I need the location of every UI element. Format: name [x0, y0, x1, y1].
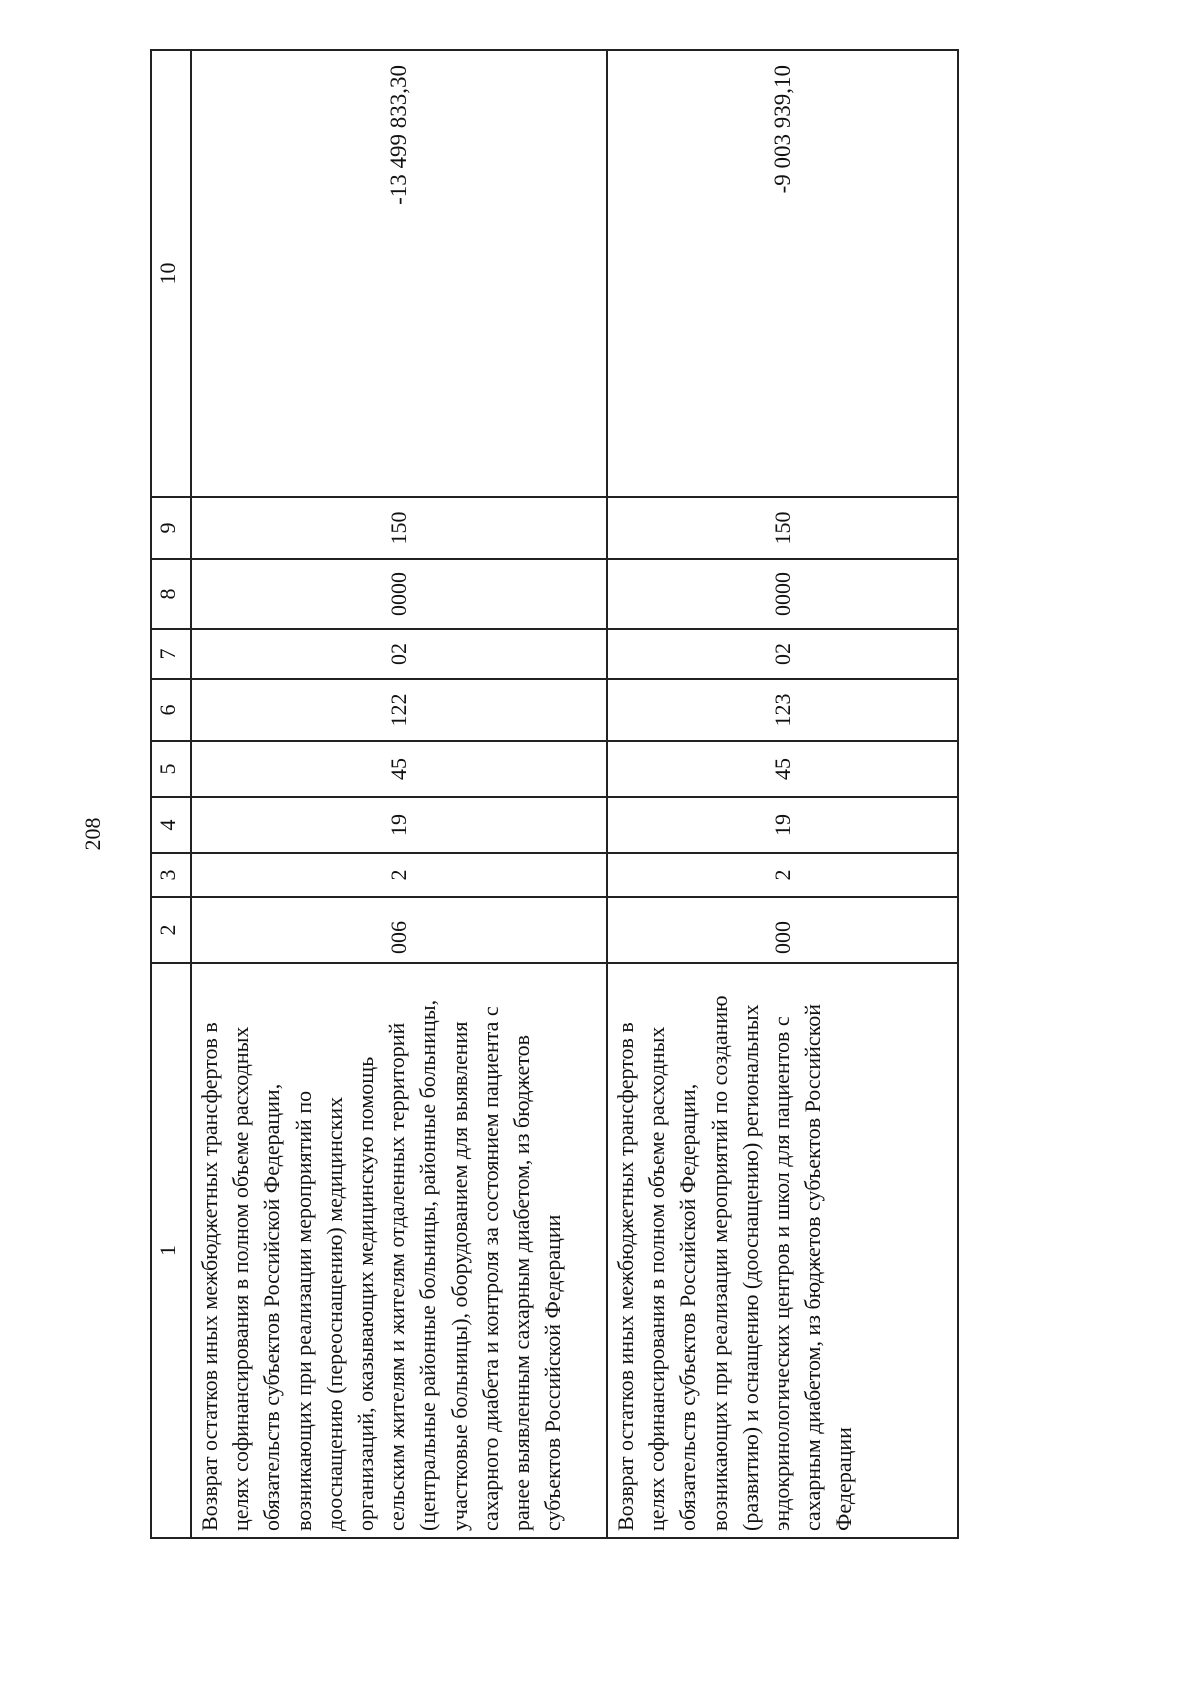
code-cell: 2	[191, 853, 607, 897]
code-cell: 19	[191, 797, 607, 853]
code-cell: 0000	[191, 559, 607, 629]
code-cell: 19	[607, 797, 958, 853]
header-cell: 4	[151, 797, 191, 853]
code-cell: 150	[607, 497, 958, 559]
row-description: Возврат остатков иных межбюджетных трансфертов в целях софинансирования в полном объеме расходных обязательств субъектов Российской Федерации, возникающих при реализации мероприятий по созданию (развитию) и оснащению (дооснащению) региональных эндокринологических центров и школ для пациентов с сахарным диабетом, из бюджетов субъектов Российской Федерации	[607, 963, 958, 1538]
row-description: Возврат остатков иных межбюджетных трансфертов в целях софинансирования в полном объеме расходных обязательств субъектов Российской Федерации, возникающих при реализации мероприятий по дооснащению (переоснащению) медицинских организаций, оказывающих медицинскую помощь сельским жителям и жителям отдаленных территорий (центральные районные больницы, районные больницы, участковые больницы), оборудованием для выявления сахарного диабета и контроля за состоянием пациента с ранее выявленным сахарным диабетом, из бюджетов субъектов Российской Федерации	[191, 963, 607, 1538]
header-cell: 9	[151, 497, 191, 559]
code-cell: 02	[191, 629, 607, 679]
header-cell: 1	[151, 963, 191, 1538]
table-header-row	[151, 50, 191, 1538]
code-cell: 000	[607, 897, 958, 963]
code-cell: 006	[191, 897, 607, 963]
code-cell: 0000	[607, 559, 958, 629]
code-cell: 122	[191, 679, 607, 741]
header-cell: 6	[151, 679, 191, 741]
page-number: 208	[80, 817, 105, 851]
code-cell: 02	[607, 629, 958, 679]
code-cell: 2	[607, 853, 958, 897]
header-cell: 3	[151, 853, 191, 897]
code-cell: 45	[607, 741, 958, 797]
table-row	[191, 50, 607, 1538]
header-cell: 8	[151, 559, 191, 629]
code-cell: 45	[191, 741, 607, 797]
header-cell: 7	[151, 629, 191, 679]
header-cell: 10	[151, 50, 191, 497]
amount-cell: -9 003 939,10	[607, 50, 958, 497]
code-cell: 150	[191, 497, 607, 559]
table-row	[607, 50, 958, 1538]
code-cell: 123	[607, 679, 958, 741]
budget-table	[150, 49, 959, 1539]
header-cell: 2	[151, 897, 191, 963]
amount-cell: -13 499 833,30	[191, 50, 607, 497]
header-cell: 5	[151, 741, 191, 797]
